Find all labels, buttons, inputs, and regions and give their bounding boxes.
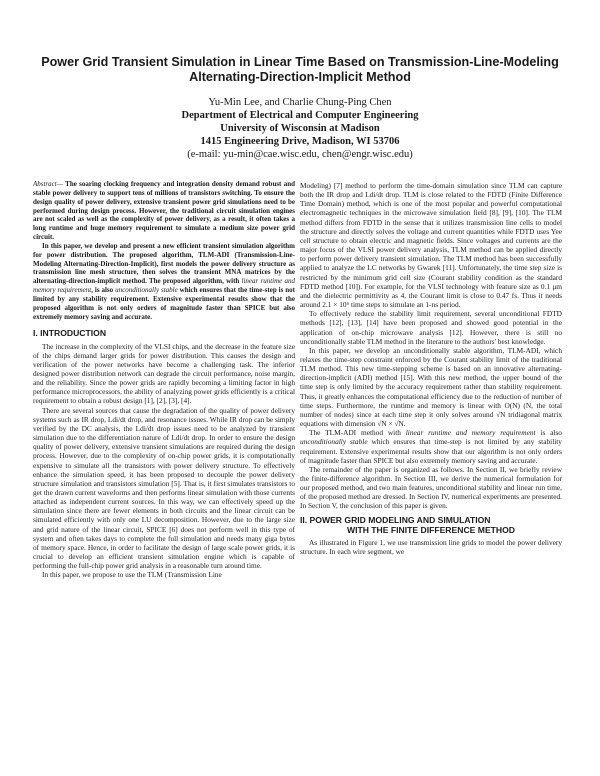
right-emphasis-1: linear runtime and memory requirement [405, 428, 536, 438]
author-names: Yu-Min Lee, and Charlie Chung-Ping Chen [208, 97, 392, 108]
title-line-1: Power Grid Transient Simulation in Linear Time Based on Transmission-Line-Modeling [41, 55, 559, 69]
abstract-label: Abstract— [33, 180, 63, 188]
title-line-2: Alternating-Direction-Implicit Method [189, 70, 411, 84]
section-heading-line-2: WITH THE FINITE DIFFERENCE METHOD [346, 524, 516, 535]
abstract-text-2a: In this paper, we develop and present a new efficient transient simulation algorithm for power distribution. The proposed algorithm, TLM-ADI (Transmission-Line-Modeling Alternating-Direction-Implicit), first models the power delivery structure as transmission line mesh structure, then solves the transient MNA matrices by the alternating-direction-implicit method. The proposed algorithm, with [33, 241, 295, 286]
right-text-4a: The TLM-ADI method with [309, 428, 406, 438]
right-text-4b: is also [535, 428, 562, 438]
abstract-text-1: The soaring clocking frequency and integration density demand robust and stable power delivery to support tens of millions of transistors switching. To ensure the design quality of power delivery, extensive transient power grid simulations need to be performed during design process. However, the traditional circuit simulation engines are not scaled as well as the complexity of power delivery, as a result, it often takes a long runtime and huge memory requirement to simulate a medium size power grid circuit. [33, 180, 295, 242]
author-email: (e-mail: yu-min@cae.wisc.edu, chen@engr.wisc.edu) [187, 149, 413, 160]
right-paragraph-3: In this paper, we develop an unconditionally stable algorithm, TLM-ADI, which relaxes the time-step constraint enforced by the Courant stability limit of the traditional TLM method. This new time-stepping scheme is based on an innovative alternating-direction-implicit (ADI) method [15]. With this new method, the upper bound of the time step is only limited by the accuracy requirement rather than stability requirement. Thus, it greatly enhances the computational efficiency due to the reduction of number of time steps. Furthermore, the runtime and memory is linear with O(N) (N, the total number of nodes) since at each time step it only solves around √N tridiagonal matrix equations with dimension √N × √N. [300, 345, 562, 429]
right-text-4c: which ensures that time-step is not limited by any stability requirement. Extensive experimental results show that our algorithm is not only orders of magnitude faster than SPICE but also extremely memory saving and accurate. [300, 437, 562, 465]
section-heading-introduction: I. INTRODUCTION [33, 327, 107, 338]
right-column [300, 181, 562, 556]
section-heading-line-1: II. POWER GRID MODELING AND SIMULATION [300, 514, 491, 525]
right-paragraph-2: To effectively reduce the stability limit requirement, several unconditional FDTD methods [12], [13], [14] have been proposed and showed good potential in the application of on-chip microwave analysis [12]. However, there is still no unconditionally stable TLM method in the literature to the authors' best knowledge. [300, 309, 562, 346]
abstract-emphasis-1: linear runtime and memory requirement [33, 277, 295, 295]
right-emphasis-2: unconditionally stable [300, 437, 368, 447]
left-column [33, 180, 295, 580]
intro-paragraph-1: The increase in the complexity of the VLSI chips, and the decrease in the feature size of the chips demand larger grids for power distribution. This causes the design and verification of the power networks have become a challenging task. The inferior designed power distribution network can degrade the circuit performance, noise margin, and the reliability. Since the power grids are rapidly becoming a limiting factor in high performance microprocessors, the ability of analyzing power grids efficiently is a critical requirement to obtain a robust design [1], [2], [3], [4]. [33, 341, 295, 406]
abstract-emphasis-2: unconditionally stable [115, 286, 178, 295]
intro-paragraph-3: In this paper, we propose to use the TLM (Transmission Line [42, 570, 222, 580]
paper-title [40, 55, 560, 85]
abstract-paragraph-1 [33, 180, 295, 242]
abstract-paragraph-2 [33, 242, 295, 322]
author-university: University of Wisconsin at Madison [220, 123, 380, 134]
right-paragraph-1: Modeling) [7] method to perform the time-domain simulation since TLM can capture both the IR drop and Ldi/dt drop. TLM is close related to the FDTD (Finite Difference Time Domain) method, which is one of the most popular and powerful computational electromagnetic techniques in the microwave simulation field [8], [9], [10]. The TLM method differs from FDTD in the sense that it utilizes transmission line cells to model the structure and directly solves the voltage and current quantities while FDTD uses Yee cell structure to obtain electric and magnetic fields. Since voltages and currents are the major focus of the VLSI power delivery analysis, TLM method can be applied directly to perform power delivery transient simulation. The TLM method has been successfully applied to analyze the LC networks by Gwarek [11]. Unfortunately, the time step size is restricted by the minimum grid cell size (Courant stability condition as the standard FDTD method [10]). For example, for the VLSI technology with feature size as 0.1 μm and the dielectric permittivity as 4, the Courant limit is close to 0.47 fs. Thus it needs around 2.1 × 10⁶ time steps to simulate an 1-ns period. [300, 181, 562, 310]
right-paragraph-4 [300, 428, 562, 465]
abstract [33, 180, 295, 322]
abstract-text-2b: , is also [91, 286, 116, 295]
right-paragraph-5: The remainder of the paper is organized as follows. In Section II, we briefly review the finite-difference algorithm. In Section III, we derive the numerical formulation for our proposed method, and two main features, unconditional stability and linear run time, of the proposed method are dressed. In Section IV, numerical experiments are presented. In Section V, the conclusion of this paper is given. [300, 464, 562, 511]
right-paragraph-6: As illustrated in Figure 1, we use transmission line grids to model the power delivery structure. In each wire segment, we [300, 537, 562, 556]
author-address: 1415 Engineering Drive, Madison, WI 53706 [200, 136, 400, 147]
section-heading-power-grid-modeling [300, 515, 562, 535]
author-department: Department of Electrical and Computer Engineering [181, 110, 419, 121]
intro-paragraph-2: There are several sources that cause the degradation of the quality of power delivery systems such as IR drop, Ldi/dt drop, and resonance issues. While IR drop can be simply verified by the DC analysis, the Ldi/dt drop issues need to be analyzed by transient simulation due to the differentiation nature of Ldi/dt drop. In order to ensure the design quality of power delivery, extensive transient simulations are required during the design process. However, due to the complexity of on-chip power grids, it is computationally expensive to simulate all the transistors with power delivery structure. To effectively enhance the simulation speed, it has been proposed to decouple the power delivery structure simulation and transistors simulation [5]. That is, it first simulates transistors to get the drawn current waveforms and then performs linear simulation with those currents attached as independent current sources. In this way, we can effectively speed up the simulation since there are fewer elements in both circuits and the linear circuit can be simulated efficiently with only one LU decomposition. However, due to the large size and grid nature of the linear circuit, SPICE [6] does not perform well in this type of system and often takes days to complete the full simulation and needs many giga bytes of memory space. Hence, in order to facilitate the design of large scale power grids, it is crucial to develop an efficient transient simulation engine which is capable of performing the full-chip power grid analysis in a reasonable turn around time. [33, 405, 295, 571]
author-block [40, 96, 560, 161]
abstract-text-2c: which ensures that the time-step is not limited by any stability requirement. Extensive experimental results show that the proposed algorithm is not only orders of magnitude faster than SPICE but also extremely memory saving and accurate. [33, 286, 296, 321]
